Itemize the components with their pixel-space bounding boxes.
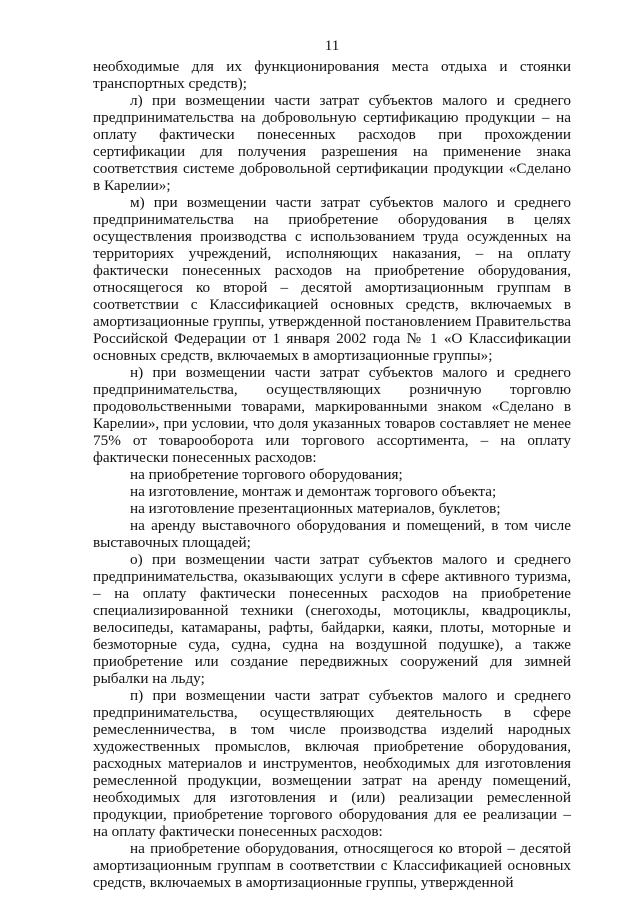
paragraph-item-n: н) при возмещении части затрат субъектов малого и среднего предпринимательства, осуществляющих розничную торговлю продовольственными товарами, маркированными знаком «Сделано в Карелии», при условии, что доля указанных товаров составляет не менее 75% от товарооборота или торгового ассортимента, – на оплату фактически понесенных расходов: (93, 364, 571, 466)
page-number: 11 (324, 37, 340, 54)
paragraph-sub-item: на приобретение оборудования, относящегося ко второй – десятой амортизационным группам в соответствии с Классификацией основных средств, включаемых в амортизационные группы, утвержденной (93, 840, 571, 891)
paragraph-item-m: м) при возмещении части затрат субъектов малого и среднего предпринимательства на приобретение оборудования в целях осуществления производства с использованием труда осужденных на территориях учреждений, исполняющих наказания, – на оплату фактически понесенных расходов на приобретение оборудования, относящегося ко второй – десятой амортизационным группам в соответствии с Классификацией основных средств, включаемых в амортизационные группы, утвержденной постановлением Правительства Российской Федерации от 1 января 2002 года № 1 «О Классификации основных средств, включаемых в амортизационные группы»; (93, 194, 571, 364)
paragraph-item-o: о) при возмещении части затрат субъектов малого и среднего предпринимательства, оказывающих услуги в сфере активного туризма, – на оплату фактически понесенных расходов на приобретение специализированной техники (снегоходы, мотоциклы, квадроциклы, велосипеды, катамараны, рафты, байдарки, каяки, плоты, моторные и безмоторные суда, судна, судна на воздушной подушке), а также приобретение или создание передвижных сооружений для зимней рыбалки на льду; (93, 551, 571, 687)
document-page (93, 37, 571, 891)
paragraph-continuation: необходимые для их функционирования места отдыха и стоянки транспортных средств); (93, 58, 571, 92)
paragraph-sub-item: на изготовление, монтаж и демонтаж торгового объекта; (130, 483, 497, 500)
paragraph-sub-item: на аренду выставочного оборудования и помещений, в том числе выставочных площадей; (93, 517, 571, 551)
paragraph-item-p: п) при возмещении части затрат субъектов малого и среднего предпринимательства, осуществляющих деятельность в сфере ремесленничества, в том числе производства изделий народных художественных промыслов, включая приобретение оборудования, расходных материалов и инструментов, необходимых для изготовления ремесленной продукции, возмещении затрат на аренду помещений, необходимых для изготовления и (или) реализации ремесленной продукции, приобретение торгового оборудования для ее реализации – на оплату фактически понесенных расходов: (93, 687, 571, 840)
paragraph-sub-item: на изготовление презентационных материалов, буклетов; (130, 500, 501, 517)
paragraph-item-l: л) при возмещении части затрат субъектов малого и среднего предпринимательства на добровольную сертификацию продукции – на оплату фактически понесенных расходов при прохождении сертификации для получения разрешения на применение знака соответствия системе добровольной сертификации продукции «Сделано в Карелии»; (93, 92, 571, 194)
paragraph-sub-item: на приобретение торгового оборудования; (130, 466, 403, 483)
